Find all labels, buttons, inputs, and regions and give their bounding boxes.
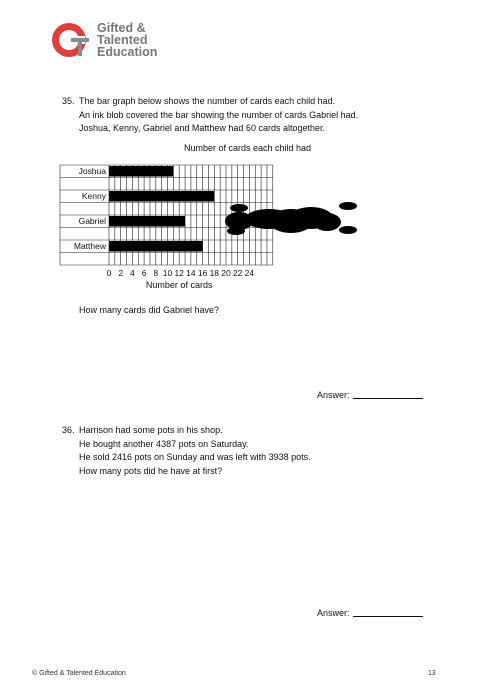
question-number: 35. — [62, 96, 75, 106]
ink-blob — [313, 213, 341, 231]
tick-label: 24 — [244, 268, 255, 278]
tick-label: 16 — [197, 268, 208, 278]
bar-hidden — [109, 216, 185, 227]
category-label: Kenny — [81, 191, 106, 201]
tick-label: 8 — [153, 268, 159, 278]
category-label: Joshua — [78, 166, 106, 176]
answer-35 — [317, 390, 423, 400]
footer-copyright: © Gifted & Talented Education — [32, 670, 126, 677]
question-line: Harrison had some pots in his shop. — [79, 425, 223, 435]
tick-label: 20 — [221, 268, 231, 278]
question-line: How many pots did he have at first? — [79, 465, 223, 476]
question-line: Joshua, Kenny, Gabriel and Matthew had 60 cards altogether. — [79, 123, 325, 133]
bar — [109, 166, 173, 177]
category-label: Matthew — [73, 241, 106, 251]
tick-label: 18 — [209, 268, 220, 278]
logo-line-1: Gifted & — [97, 21, 146, 35]
answer-36 — [317, 608, 423, 618]
tick-label: 0 — [106, 268, 112, 278]
tick-label: 14 — [186, 268, 196, 278]
question-number: 36. — [62, 425, 75, 435]
question-line: He bought another 4387 pots on Saturday. — [79, 438, 249, 449]
question-line: He sold 2416 pots on Sunday and was left with 3938 pots. — [79, 452, 311, 462]
tick-label: 6 — [141, 268, 147, 278]
bar — [109, 191, 214, 202]
ink-blob — [339, 202, 357, 210]
ink-blob — [230, 204, 248, 212]
category-label: Gabriel — [78, 216, 106, 226]
bar-chart — [0, 0, 495, 300]
tick-label: 4 — [130, 268, 135, 278]
ink-blob — [339, 226, 357, 234]
ink-blob — [227, 227, 245, 235]
answer-label: Answer: — [317, 390, 350, 400]
footer-page-number: 13 — [428, 670, 436, 677]
question-line: An ink blob covered the bar showing the number of cards Gabriel had. — [79, 109, 359, 120]
answer-line[interactable] — [353, 398, 423, 399]
tick-label: 2 — [118, 268, 124, 278]
bar — [109, 241, 203, 252]
x-axis-label: Number of cards — [145, 280, 213, 290]
logo-line-2: Talented — [97, 33, 148, 47]
tick-label: 10 — [162, 268, 173, 278]
answer-line[interactable] — [353, 616, 423, 617]
chart-title: Number of cards each child had — [183, 143, 312, 153]
tick-label: 22 — [232, 268, 243, 278]
question-prompt: How many cards did Gabriel have? — [79, 305, 220, 315]
question-line: The bar graph below shows the number of cards each child had. — [79, 96, 336, 106]
logo-line-3: Education — [97, 45, 158, 59]
tick-label: 12 — [174, 268, 184, 278]
answer-label: Answer: — [317, 608, 350, 618]
